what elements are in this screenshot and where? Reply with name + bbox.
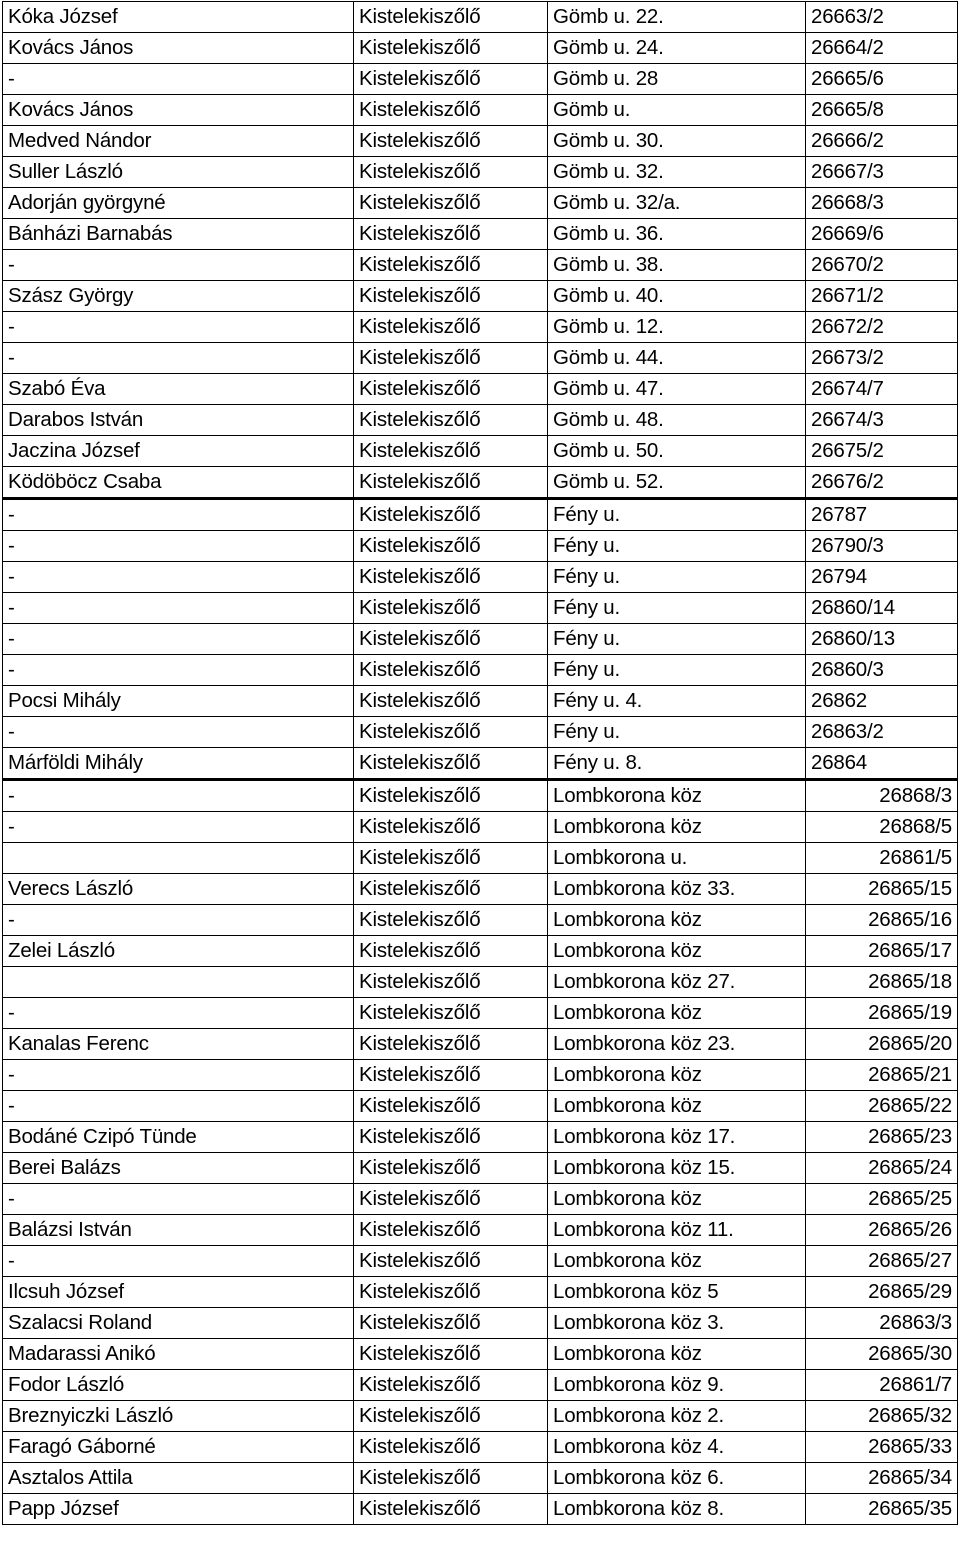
street-address-cell: Fény u. 4. [548,686,806,717]
table-row [3,499,958,531]
street-address-cell: Gömb u. 47. [548,374,806,405]
owner-name-cell: Szabó Éva [3,374,354,405]
table-row [3,1091,958,1122]
plot-number-cell: 26865/24 [806,1153,958,1184]
street-address-cell: Lombkorona köz [548,936,806,967]
locality-cell: Kistelekiszőlő [354,1370,548,1401]
table-row [3,1246,958,1277]
plot-number-cell: 26668/3 [806,188,958,219]
table-row [3,157,958,188]
table-row [3,95,958,126]
street-address-cell: Gömb u. 40. [548,281,806,312]
locality-cell: Kistelekiszőlő [354,562,548,593]
table-row [3,281,958,312]
plot-number-cell: 26865/18 [806,967,958,998]
street-address-cell: Fény u. [548,624,806,655]
owner-name-cell: - [3,998,354,1029]
plot-number-cell: 26865/32 [806,1401,958,1432]
locality-cell: Kistelekiszőlő [354,1029,548,1060]
owner-name-cell: Pocsi Mihály [3,686,354,717]
plot-number-cell: 26865/19 [806,998,958,1029]
owner-name-cell: Jaczina József [3,436,354,467]
plot-number-cell: 26863/2 [806,717,958,748]
street-address-cell: Lombkorona köz 17. [548,1122,806,1153]
table-row [3,843,958,874]
table-row [3,188,958,219]
locality-cell: Kistelekiszőlő [354,250,548,281]
records-sheet [2,1,957,1525]
locality-cell: Kistelekiszőlő [354,1401,548,1432]
owner-name-cell: - [3,593,354,624]
street-address-cell: Gömb u. 32. [548,157,806,188]
owner-name-cell: Faragó Gáborné [3,1432,354,1463]
street-address-cell: Gömb u. 38. [548,250,806,281]
plot-number-cell: 26865/22 [806,1091,958,1122]
owner-name-cell: Madarassi Anikó [3,1339,354,1370]
locality-cell: Kistelekiszőlő [354,436,548,467]
street-address-cell: Gömb u. [548,95,806,126]
plot-number-cell: 26861/7 [806,1370,958,1401]
plot-number-cell: 26865/33 [806,1432,958,1463]
table-row [3,343,958,374]
plot-number-cell: 26862 [806,686,958,717]
street-address-cell: Gömb u. 12. [548,312,806,343]
street-address-cell: Lombkorona köz [548,1184,806,1215]
plot-number-cell: 26794 [806,562,958,593]
street-address-cell: Gömb u. 36. [548,219,806,250]
table-row [3,1184,958,1215]
owner-name-cell: Fodor László [3,1370,354,1401]
table-row [3,531,958,562]
street-address-cell: Lombkorona köz [548,780,806,812]
locality-cell: Kistelekiszőlő [354,967,548,998]
plot-number-cell: 26669/6 [806,219,958,250]
locality-cell: Kistelekiszőlő [354,374,548,405]
locality-cell: Kistelekiszőlő [354,1091,548,1122]
street-address-cell: Lombkorona köz [548,905,806,936]
owner-name-cell: - [3,1184,354,1215]
locality-cell: Kistelekiszőlő [354,1494,548,1525]
table-row [3,405,958,436]
plot-number-cell: 26672/2 [806,312,958,343]
owner-name-cell: Asztalos Attila [3,1463,354,1494]
locality-cell: Kistelekiszőlő [354,312,548,343]
table-row [3,2,958,33]
plot-number-cell: 26865/23 [806,1122,958,1153]
locality-cell: Kistelekiszőlő [354,1463,548,1494]
plot-number-cell: 26868/3 [806,780,958,812]
table-row [3,905,958,936]
owner-name-cell: - [3,905,354,936]
plot-number-cell: 26860/13 [806,624,958,655]
plot-number-cell: 26863/3 [806,1308,958,1339]
table-row [3,967,958,998]
owner-name-cell: Adorján györgyné [3,188,354,219]
street-address-cell: Lombkorona köz 6. [548,1463,806,1494]
table-row [3,1277,958,1308]
locality-cell: Kistelekiszőlő [354,1277,548,1308]
street-address-cell: Lombkorona köz 11. [548,1215,806,1246]
plot-number-cell: 26665/8 [806,95,958,126]
street-address-cell: Fény u. [548,593,806,624]
street-address-cell: Lombkorona köz 9. [548,1370,806,1401]
plot-number-cell: 26675/2 [806,436,958,467]
plot-number-cell: 26865/17 [806,936,958,967]
table-row [3,1401,958,1432]
owner-name-cell: Kovács János [3,95,354,126]
locality-cell: Kistelekiszőlő [354,686,548,717]
table-row [3,655,958,686]
street-address-cell: Lombkorona köz 4. [548,1432,806,1463]
locality-cell: Kistelekiszőlő [354,1339,548,1370]
table-row [3,436,958,467]
locality-cell: Kistelekiszőlő [354,33,548,64]
street-address-cell: Lombkorona köz [548,998,806,1029]
owner-name-cell: Berei Balázs [3,1153,354,1184]
table-row [3,1153,958,1184]
records-table [2,1,958,1525]
owner-name-cell [3,967,354,998]
locality-cell: Kistelekiszőlő [354,64,548,95]
street-address-cell: Lombkorona u. [548,843,806,874]
street-address-cell: Gömb u. 32/a. [548,188,806,219]
locality-cell: Kistelekiszőlő [354,2,548,33]
plot-number-cell: 26865/21 [806,1060,958,1091]
table-row [3,874,958,905]
locality-cell: Kistelekiszőlő [354,1060,548,1091]
street-address-cell: Lombkorona köz 2. [548,1401,806,1432]
table-row [3,1370,958,1401]
street-address-cell: Lombkorona köz 8. [548,1494,806,1525]
table-row [3,686,958,717]
table-row [3,219,958,250]
street-address-cell: Fény u. [548,499,806,531]
locality-cell: Kistelekiszőlő [354,531,548,562]
table-row [3,1432,958,1463]
table-row [3,374,958,405]
owner-name-cell: Darabos István [3,405,354,436]
locality-cell: Kistelekiszőlő [354,717,548,748]
owner-name-cell: Balázsi István [3,1215,354,1246]
table-row [3,1122,958,1153]
owner-name-cell: Kanalas Ferenc [3,1029,354,1060]
plot-number-cell: 26865/30 [806,1339,958,1370]
table-row [3,748,958,780]
locality-cell: Kistelekiszőlő [354,188,548,219]
plot-number-cell: 26861/5 [806,843,958,874]
owner-name-cell: Suller László [3,157,354,188]
locality-cell: Kistelekiszőlő [354,1153,548,1184]
table-row [3,562,958,593]
plot-number-cell: 26865/29 [806,1277,958,1308]
plot-number-cell: 26865/27 [806,1246,958,1277]
plot-number-cell: 26790/3 [806,531,958,562]
locality-cell: Kistelekiszőlő [354,467,548,499]
street-address-cell: Lombkorona köz 3. [548,1308,806,1339]
owner-name-cell: - [3,780,354,812]
locality-cell: Kistelekiszőlő [354,748,548,780]
table-row [3,593,958,624]
street-address-cell: Lombkorona köz 15. [548,1153,806,1184]
owner-name-cell: - [3,64,354,95]
owner-name-cell: - [3,499,354,531]
locality-cell: Kistelekiszőlő [354,126,548,157]
locality-cell: Kistelekiszőlő [354,405,548,436]
locality-cell: Kistelekiszőlő [354,1246,548,1277]
plot-number-cell: 26674/7 [806,374,958,405]
table-row [3,1339,958,1370]
table-row [3,1494,958,1525]
locality-cell: Kistelekiszőlő [354,874,548,905]
plot-number-cell: 26865/16 [806,905,958,936]
plot-number-cell: 26868/5 [806,812,958,843]
table-row [3,312,958,343]
plot-number-cell: 26865/15 [806,874,958,905]
owner-name-cell: - [3,624,354,655]
owner-name-cell: - [3,655,354,686]
table-row [3,624,958,655]
locality-cell: Kistelekiszőlő [354,219,548,250]
locality-cell: Kistelekiszőlő [354,343,548,374]
locality-cell: Kistelekiszőlő [354,157,548,188]
table-row [3,1060,958,1091]
locality-cell: Kistelekiszőlő [354,1215,548,1246]
locality-cell: Kistelekiszőlő [354,843,548,874]
owner-name-cell: Ilcsuh József [3,1277,354,1308]
table-row [3,250,958,281]
owner-name-cell: - [3,343,354,374]
owner-name-cell: - [3,531,354,562]
table-row [3,717,958,748]
street-address-cell: Gömb u. 44. [548,343,806,374]
locality-cell: Kistelekiszőlő [354,936,548,967]
plot-number-cell: 26664/2 [806,33,958,64]
table-row [3,1029,958,1060]
plot-number-cell: 26865/35 [806,1494,958,1525]
table-row [3,936,958,967]
locality-cell: Kistelekiszőlő [354,905,548,936]
plot-number-cell: 26864 [806,748,958,780]
owner-name-cell: Márföldi Mihály [3,748,354,780]
street-address-cell: Lombkorona köz [548,1091,806,1122]
street-address-cell: Lombkorona köz [548,1060,806,1091]
table-row [3,812,958,843]
street-address-cell: Fény u. 8. [548,748,806,780]
owner-name-cell: Szalacsi Roland [3,1308,354,1339]
street-address-cell: Fény u. [548,717,806,748]
street-address-cell: Gömb u. 22. [548,2,806,33]
locality-cell: Kistelekiszőlő [354,499,548,531]
table-row [3,998,958,1029]
plot-number-cell: 26865/34 [806,1463,958,1494]
owner-name-cell: Kovács János [3,33,354,64]
plot-number-cell: 26663/2 [806,2,958,33]
table-row [3,1463,958,1494]
locality-cell: Kistelekiszőlő [354,1308,548,1339]
street-address-cell: Fény u. [548,655,806,686]
locality-cell: Kistelekiszőlő [354,812,548,843]
locality-cell: Kistelekiszőlő [354,998,548,1029]
plot-number-cell: 26787 [806,499,958,531]
plot-number-cell: 26865/26 [806,1215,958,1246]
owner-name-cell: - [3,1091,354,1122]
street-address-cell: Gömb u. 30. [548,126,806,157]
locality-cell: Kistelekiszőlő [354,624,548,655]
street-address-cell: Gömb u. 24. [548,33,806,64]
owner-name-cell: - [3,1246,354,1277]
owner-name-cell: Ködöböcz Csaba [3,467,354,499]
street-address-cell: Fény u. [548,531,806,562]
plot-number-cell: 26676/2 [806,467,958,499]
table-row [3,467,958,499]
street-address-cell: Gömb u. 28 [548,64,806,95]
plot-number-cell: 26665/6 [806,64,958,95]
plot-number-cell: 26860/3 [806,655,958,686]
table-row [3,33,958,64]
street-address-cell: Gömb u. 50. [548,436,806,467]
locality-cell: Kistelekiszőlő [354,1122,548,1153]
locality-cell: Kistelekiszőlő [354,281,548,312]
owner-name-cell [3,843,354,874]
owner-name-cell: Bodáné Czipó Tünde [3,1122,354,1153]
owner-name-cell: Breznyiczki László [3,1401,354,1432]
owner-name-cell: - [3,562,354,593]
owner-name-cell: Zelei László [3,936,354,967]
locality-cell: Kistelekiszőlő [354,95,548,126]
owner-name-cell: - [3,312,354,343]
plot-number-cell: 26667/3 [806,157,958,188]
owner-name-cell: - [3,250,354,281]
locality-cell: Kistelekiszőlő [354,1184,548,1215]
locality-cell: Kistelekiszőlő [354,593,548,624]
plot-number-cell: 26673/2 [806,343,958,374]
locality-cell: Kistelekiszőlő [354,655,548,686]
plot-number-cell: 26674/3 [806,405,958,436]
plot-number-cell: 26865/20 [806,1029,958,1060]
table-row [3,126,958,157]
street-address-cell: Lombkorona köz [548,1339,806,1370]
street-address-cell: Gömb u. 48. [548,405,806,436]
locality-cell: Kistelekiszőlő [354,1432,548,1463]
locality-cell: Kistelekiszőlő [354,780,548,812]
street-address-cell: Lombkorona köz 5 [548,1277,806,1308]
owner-name-cell: - [3,812,354,843]
plot-number-cell: 26860/14 [806,593,958,624]
street-address-cell: Fény u. [548,562,806,593]
owner-name-cell: Verecs László [3,874,354,905]
street-address-cell: Lombkorona köz [548,1246,806,1277]
owner-name-cell: Kóka József [3,2,354,33]
street-address-cell: Lombkorona köz 23. [548,1029,806,1060]
owner-name-cell: Szász György [3,281,354,312]
street-address-cell: Lombkorona köz 33. [548,874,806,905]
table-row [3,1215,958,1246]
owner-name-cell: Papp József [3,1494,354,1525]
plot-number-cell: 26865/25 [806,1184,958,1215]
street-address-cell: Gömb u. 52. [548,467,806,499]
table-row [3,64,958,95]
records-body [3,2,958,1525]
plot-number-cell: 26670/2 [806,250,958,281]
table-row [3,1308,958,1339]
owner-name-cell: - [3,1060,354,1091]
table-row [3,780,958,812]
plot-number-cell: 26666/2 [806,126,958,157]
owner-name-cell: - [3,717,354,748]
street-address-cell: Lombkorona köz 27. [548,967,806,998]
plot-number-cell: 26671/2 [806,281,958,312]
owner-name-cell: Medved Nándor [3,126,354,157]
owner-name-cell: Bánházi Barnabás [3,219,354,250]
street-address-cell: Lombkorona köz [548,812,806,843]
